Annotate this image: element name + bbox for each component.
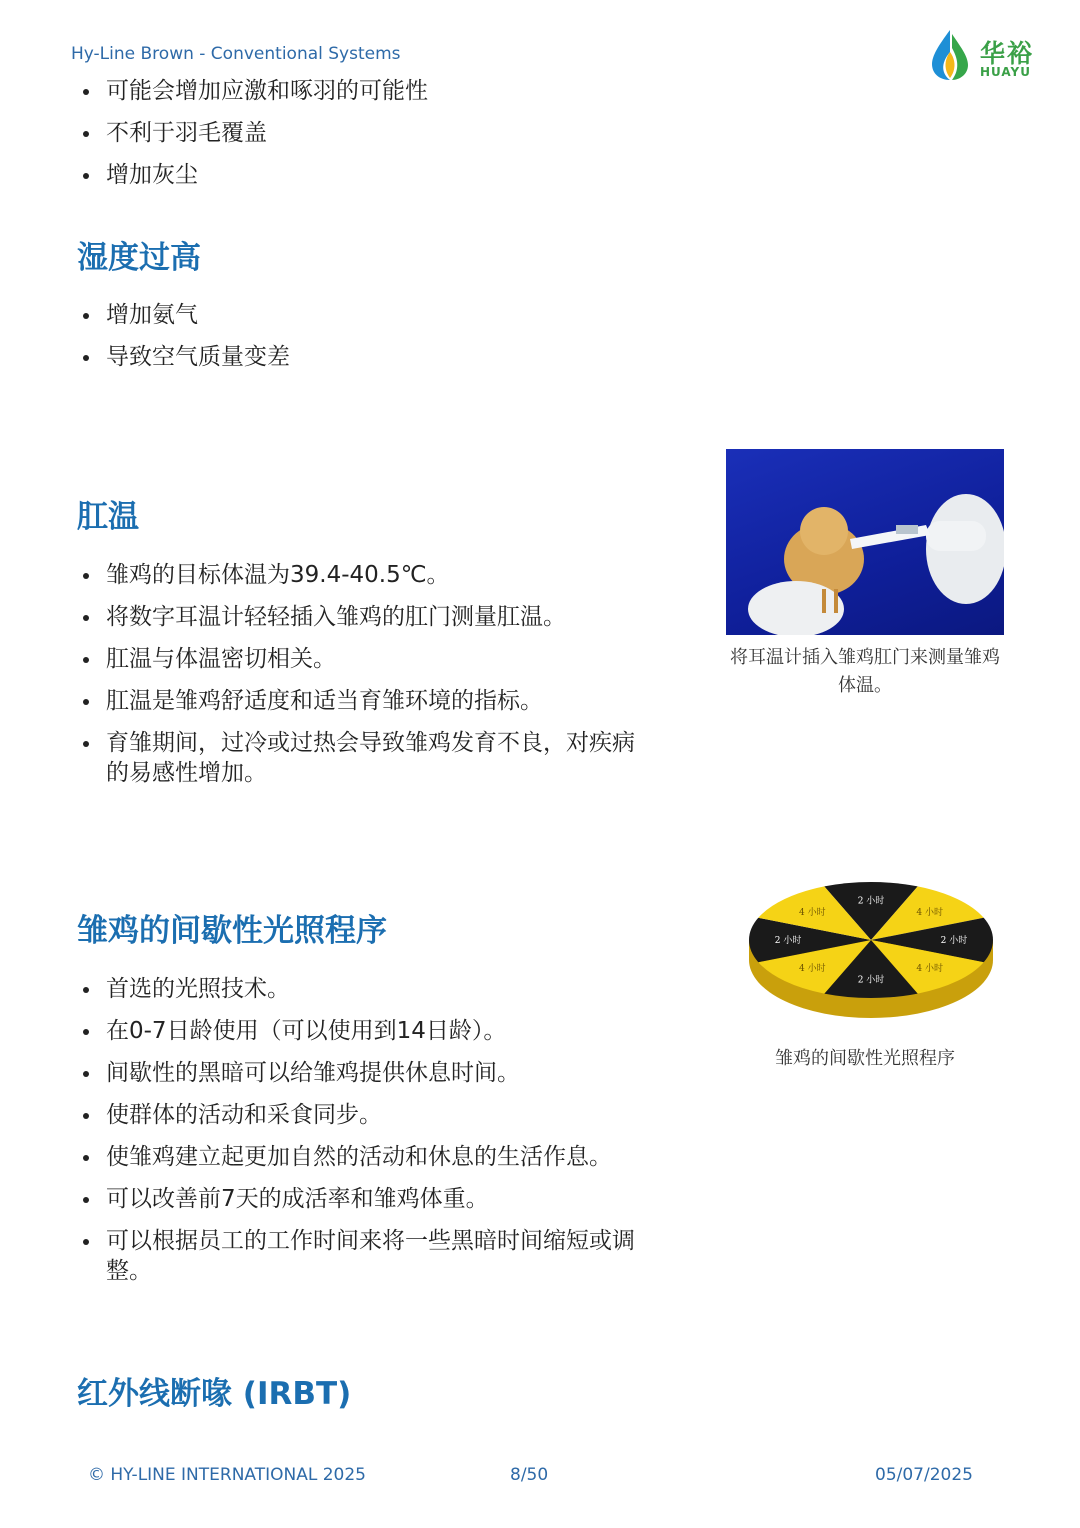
list-item: 使群体的活动和采食同步。 bbox=[80, 1100, 650, 1130]
list-item: 使雏鸡建立起更加自然的活动和休息的生活作息。 bbox=[80, 1142, 650, 1172]
list-item: 肛温与体温密切相关。 bbox=[80, 644, 650, 674]
list-item: 可以根据员工的工作时间来将一些黑暗时间缩短或调整。 bbox=[80, 1226, 650, 1286]
list-item: 不利于羽毛覆盖 bbox=[80, 118, 650, 148]
header-title: Hy-Line Brown - Conventional Systems bbox=[71, 44, 401, 64]
list-item: 育雏期间，过冷或过热会导致雏鸡发育不良，对疾病的易感性增加。 bbox=[80, 728, 650, 788]
list-item: 可以改善前7天的成活率和雏鸡体重。 bbox=[80, 1184, 650, 1214]
list-item: 将数字耳温计轻轻插入雏鸡的肛门测量肛温。 bbox=[80, 602, 650, 632]
logo-english-text: HUAYU bbox=[980, 65, 1031, 79]
wheel-label: 2 小时 bbox=[774, 936, 802, 946]
lighting-program-wheel bbox=[746, 880, 996, 1020]
list-item: 增加灰尘 bbox=[80, 160, 650, 190]
lighting-wheel-graphic bbox=[746, 880, 996, 1020]
chick-photo-illustration bbox=[726, 449, 1004, 635]
list-item: 在0-7日龄使用（可以使用到14日龄）。 bbox=[80, 1016, 650, 1046]
lighting-heading: 雏鸡的间歇性光照程序 bbox=[77, 913, 387, 949]
wheel-label: 2 小时 bbox=[857, 896, 885, 907]
wheel-label: 4 小时 bbox=[799, 908, 826, 919]
wheel-label: 4 小时 bbox=[799, 963, 826, 974]
wheel-label: 2 小时 bbox=[857, 975, 885, 986]
list-item: 可能会增加应激和啄羽的可能性 bbox=[80, 76, 650, 106]
intro-bullet-list bbox=[80, 76, 650, 202]
vent-temp-heading: 肛温 bbox=[77, 499, 139, 535]
vent-temp-bullet-list bbox=[80, 560, 650, 800]
chick-thermometer-photo bbox=[726, 449, 1004, 635]
footer-date: 05/07/2025 bbox=[875, 1465, 973, 1485]
huayu-logo bbox=[928, 28, 1048, 82]
footer-copyright: © HY-LINE INTERNATIONAL 2025 bbox=[88, 1465, 366, 1485]
list-item: 首选的光照技术。 bbox=[80, 974, 650, 1004]
drop-logo-icon bbox=[928, 28, 976, 82]
wheel-label: 2 小时 bbox=[940, 936, 968, 946]
list-item: 肛温是雏鸡舒适度和适当育雏环境的指标。 bbox=[80, 686, 650, 716]
wheel-label: 4 小时 bbox=[916, 963, 943, 974]
humidity-bullet-list bbox=[80, 300, 650, 384]
irbt-heading: 红外线断喙 (IRBT) bbox=[77, 1376, 352, 1412]
list-item: 导致空气质量变差 bbox=[80, 342, 650, 372]
lighting-bullet-list bbox=[80, 974, 650, 1298]
list-item: 间歇性的黑暗可以给雏鸡提供休息时间。 bbox=[80, 1058, 650, 1088]
list-item: 雏鸡的目标体温为39.4-40.5℃。 bbox=[80, 560, 650, 590]
wheel-caption: 雏鸡的间歇性光照程序 bbox=[775, 1048, 955, 1069]
photo-caption: 将耳温计插入雏鸡肛门来测量雏鸡体温。 bbox=[730, 647, 1000, 696]
logo-chinese-text: 华裕 bbox=[980, 39, 1035, 68]
footer-page-number: 8/50 bbox=[510, 1465, 549, 1485]
humidity-heading: 湿度过高 bbox=[77, 240, 201, 276]
wheel-label: 4 小时 bbox=[916, 908, 943, 919]
list-item: 增加氨气 bbox=[80, 300, 650, 330]
